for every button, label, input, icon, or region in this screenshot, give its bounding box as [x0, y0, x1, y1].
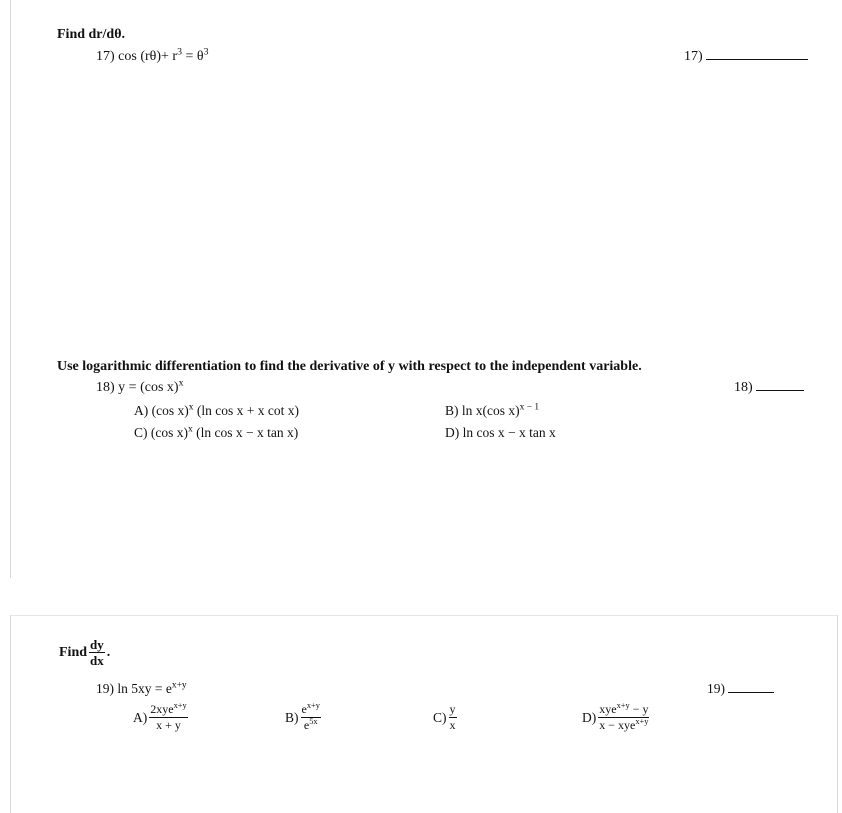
- question-stem: y = (cos x): [118, 380, 179, 395]
- question-stem-mid: = θ: [182, 49, 204, 64]
- option-19-b[interactable]: [285, 703, 323, 732]
- option-label: C): [433, 709, 447, 725]
- option-label: D): [445, 425, 460, 440]
- section-1-instruction: Find dr/dθ.: [57, 27, 125, 42]
- option-text-rest: (ln cos x + x cot x): [193, 403, 299, 418]
- option-18-b[interactable]: [445, 403, 539, 419]
- option-fraction: [301, 703, 321, 732]
- instruction-prefix: Find: [59, 644, 88, 660]
- exponent: x: [178, 377, 184, 389]
- exponent: 5x: [309, 717, 318, 726]
- question-stem-lhs: cos (rθ)+ r: [118, 49, 178, 64]
- fraction-numerator: y: [449, 702, 456, 716]
- question-18: [96, 377, 184, 396]
- exponent: 3: [203, 46, 209, 58]
- derivative-fraction: [89, 638, 105, 667]
- section-2-instruction: Use logarithmic differentiation to find the derivative of y with respect to the independent variable.: [57, 359, 642, 374]
- option-label: B): [285, 709, 299, 725]
- answer-label: 19): [707, 681, 725, 696]
- question-number: 19): [96, 681, 114, 696]
- question-number: 17): [96, 49, 115, 64]
- option-18-c[interactable]: [134, 425, 298, 441]
- option-label: C): [134, 425, 148, 440]
- answer-slot-19: [707, 681, 774, 697]
- option-label: A): [133, 709, 148, 725]
- fraction-denominator: x: [449, 718, 456, 732]
- option-text: ln cos x − x tan x: [462, 425, 556, 440]
- exponent: x+y: [171, 680, 187, 691]
- fraction-numerator: [301, 703, 321, 718]
- answer-label: 17): [684, 49, 703, 64]
- question-stem: ln 5xy = e: [117, 681, 172, 696]
- option-19-c[interactable]: [433, 703, 459, 732]
- option-label: A): [134, 403, 149, 418]
- fraction-numerator: dy: [90, 637, 104, 652]
- exponent: 3: [177, 46, 182, 58]
- page-gap: [0, 578, 842, 615]
- option-text: ln x(cos x): [461, 403, 520, 418]
- numerator-tail: − y: [629, 702, 649, 716]
- numerator-base: e: [301, 702, 307, 716]
- question-19: [96, 681, 187, 697]
- answer-label: 18): [734, 380, 753, 395]
- fraction-denominator: dx: [90, 653, 104, 668]
- option-18-d[interactable]: [445, 425, 556, 441]
- exponent: x: [188, 424, 193, 435]
- option-19-d[interactable]: [582, 703, 651, 732]
- instruction-suffix: .: [106, 644, 111, 660]
- option-fraction: [598, 703, 649, 732]
- fraction-denominator: [598, 718, 649, 732]
- exponent: x: [188, 402, 194, 413]
- option-text-rest: (ln cos x − x tan x): [192, 425, 299, 440]
- option-label: B): [445, 403, 459, 418]
- option-19-a[interactable]: [133, 703, 190, 732]
- option-label: D): [582, 709, 597, 725]
- answer-slot-17: [684, 49, 808, 65]
- answer-slot-18: [734, 380, 804, 396]
- option-text: (cos x): [150, 425, 188, 440]
- exponent: x − 1: [519, 402, 540, 413]
- exponent: x+y: [306, 701, 320, 710]
- numerator-base: xye: [599, 702, 617, 716]
- worksheet-page-1: [10, 0, 842, 578]
- section-3-instruction: [59, 638, 110, 667]
- fraction-numerator: [149, 703, 187, 718]
- exponent: x+y: [173, 701, 187, 710]
- question-number: 18): [96, 380, 115, 395]
- fraction-denominator: x + y: [156, 718, 181, 732]
- denominator-base: x − xye: [599, 718, 636, 732]
- option-fraction: [449, 703, 457, 732]
- option-fraction: [149, 703, 187, 732]
- option-text: (cos x): [151, 403, 189, 418]
- numerator-base: 2xye: [150, 702, 174, 716]
- exponent: x+y: [616, 701, 630, 710]
- answer-blank[interactable]: [706, 59, 808, 60]
- denominator-base: e: [303, 718, 310, 732]
- answer-blank[interactable]: [756, 390, 804, 391]
- option-18-a[interactable]: [134, 403, 299, 419]
- fraction-numerator: [598, 703, 649, 718]
- question-17: [96, 46, 209, 65]
- fraction-denominator: [303, 718, 319, 732]
- answer-blank[interactable]: [728, 692, 774, 693]
- exponent: x+y: [635, 717, 649, 726]
